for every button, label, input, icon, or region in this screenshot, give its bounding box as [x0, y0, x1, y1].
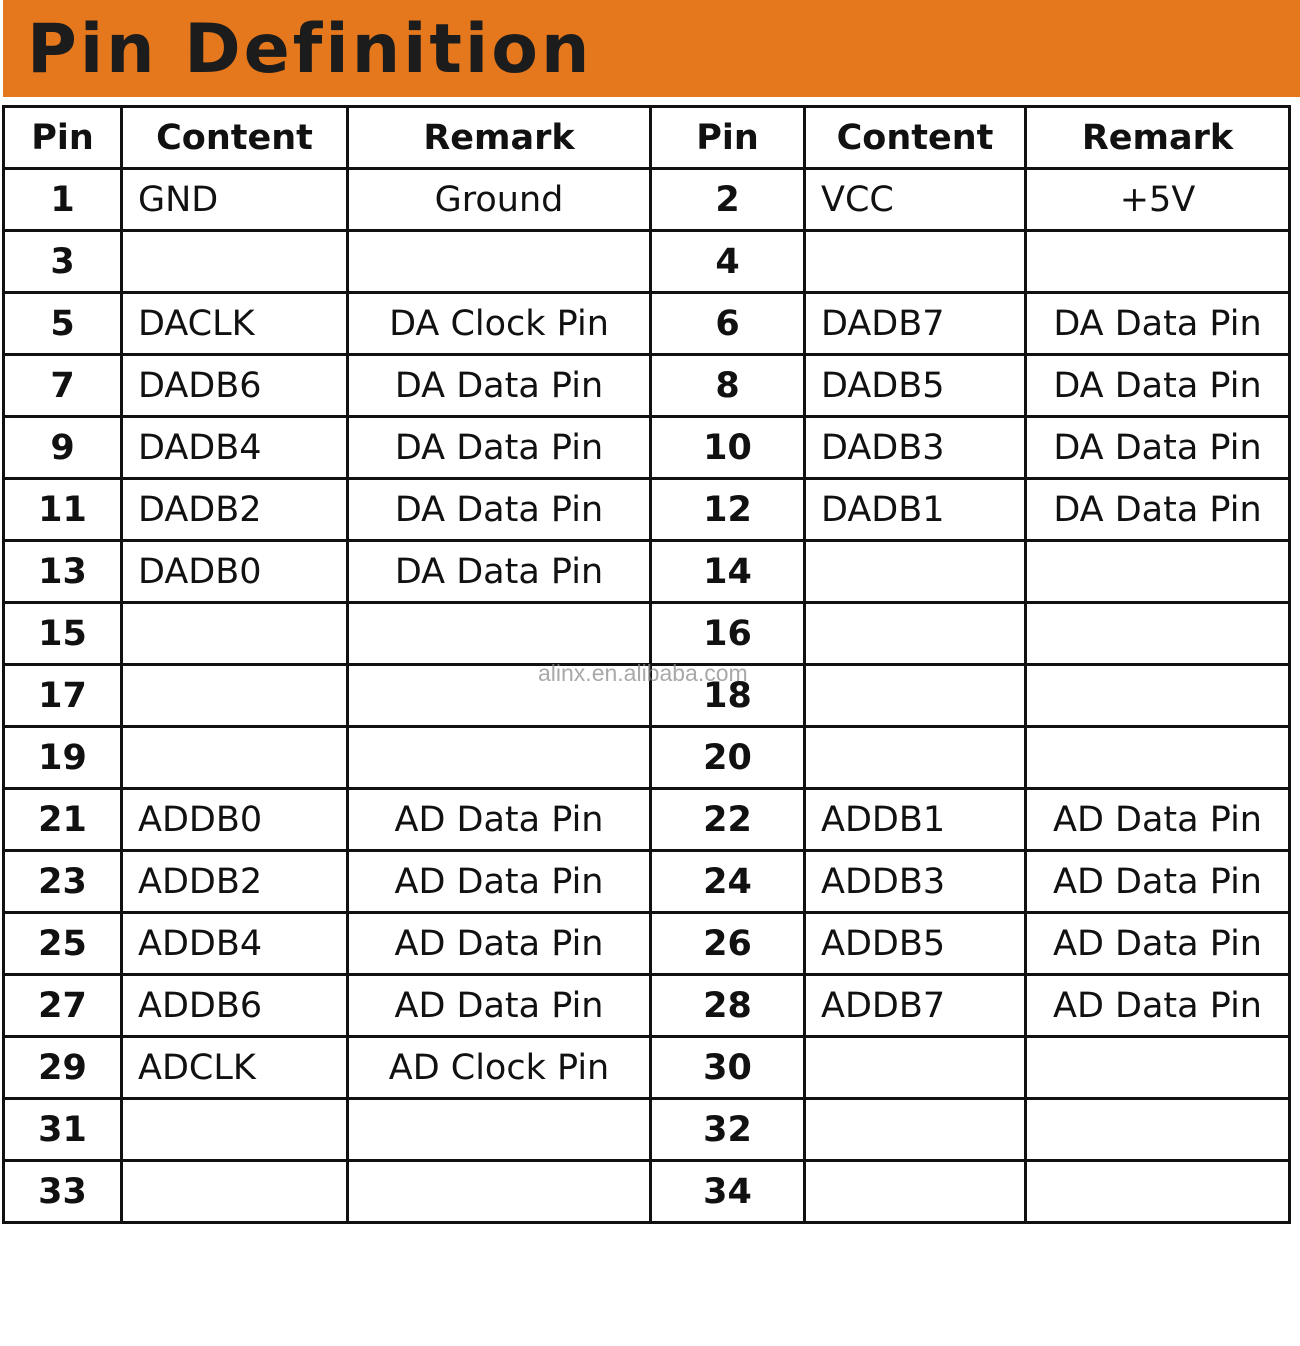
content-cell: ADDB7 — [805, 975, 1026, 1037]
content-cell: ADDB2 — [122, 851, 348, 913]
pin-cell: 26 — [651, 913, 805, 975]
remark-cell — [1026, 1161, 1290, 1223]
content-cell: ADDB0 — [122, 789, 348, 851]
table-row — [4, 851, 1290, 913]
pin-cell: 22 — [651, 789, 805, 851]
content-cell: DADB5 — [805, 355, 1026, 417]
content-cell — [805, 541, 1026, 603]
pin-cell: 9 — [4, 417, 122, 479]
content-cell: ADDB5 — [805, 913, 1026, 975]
table-row — [4, 727, 1290, 789]
remark-cell: DA Data Pin — [1026, 479, 1290, 541]
content-cell: ADDB6 — [122, 975, 348, 1037]
pin-cell: 14 — [651, 541, 805, 603]
table-row — [4, 975, 1290, 1037]
pin-cell: 15 — [4, 603, 122, 665]
content-cell: DADB2 — [122, 479, 348, 541]
remark-cell — [348, 665, 651, 727]
header-row — [4, 107, 1290, 169]
remark-cell — [1026, 603, 1290, 665]
pin-cell: 4 — [651, 231, 805, 293]
remark-cell: Ground — [348, 169, 651, 231]
remark-cell: AD Data Pin — [348, 913, 651, 975]
remark-cell: AD Data Pin — [348, 789, 651, 851]
content-cell: ADDB4 — [122, 913, 348, 975]
content-cell — [122, 1161, 348, 1223]
pin-cell: 13 — [4, 541, 122, 603]
content-cell — [805, 603, 1026, 665]
content-cell: DACLK — [122, 293, 348, 355]
pin-cell: 21 — [4, 789, 122, 851]
remark-cell — [1026, 1099, 1290, 1161]
pin-cell: 31 — [4, 1099, 122, 1161]
pin-cell: 33 — [4, 1161, 122, 1223]
pin-cell: 29 — [4, 1037, 122, 1099]
pin-cell: 16 — [651, 603, 805, 665]
pin-cell: 32 — [651, 1099, 805, 1161]
content-cell: DADB1 — [805, 479, 1026, 541]
remark-cell: DA Data Pin — [348, 541, 651, 603]
content-cell — [122, 665, 348, 727]
table-row — [4, 1161, 1290, 1223]
remark-cell: AD Data Pin — [1026, 851, 1290, 913]
content-cell: ADDB3 — [805, 851, 1026, 913]
table-row — [4, 169, 1290, 231]
watermark: alinx.en.alibaba.com — [538, 660, 748, 686]
remark-cell — [1026, 231, 1290, 293]
pin-cell: 24 — [651, 851, 805, 913]
table-row — [4, 293, 1290, 355]
remark-cell — [348, 1161, 651, 1223]
pin-cell: 6 — [651, 293, 805, 355]
table-row — [4, 1099, 1290, 1161]
pin-cell: 7 — [4, 355, 122, 417]
content-cell: DADB3 — [805, 417, 1026, 479]
remark-cell — [348, 727, 651, 789]
remark-cell: +5V — [1026, 169, 1290, 231]
table-row — [4, 417, 1290, 479]
header-remark: Remark — [348, 107, 651, 169]
pin-cell: 19 — [4, 727, 122, 789]
content-cell — [805, 727, 1026, 789]
pin-cell: 20 — [651, 727, 805, 789]
title-banner — [3, 0, 1300, 97]
content-cell — [122, 727, 348, 789]
remark-cell: DA Data Pin — [1026, 293, 1290, 355]
page-title: Pin Definition — [27, 10, 593, 89]
content-cell: DADB7 — [805, 293, 1026, 355]
remark-cell: DA Data Pin — [348, 479, 651, 541]
remark-cell: AD Data Pin — [1026, 913, 1290, 975]
content-cell — [805, 1099, 1026, 1161]
table-row — [4, 665, 1290, 727]
remark-cell — [1026, 541, 1290, 603]
header-content: Content — [805, 107, 1026, 169]
remark-cell: AD Data Pin — [348, 975, 651, 1037]
remark-cell — [348, 603, 651, 665]
pin-cell: 12 — [651, 479, 805, 541]
table-row — [4, 789, 1290, 851]
table-row — [4, 603, 1290, 665]
table-row — [4, 541, 1290, 603]
remark-cell — [1026, 727, 1290, 789]
remark-cell — [1026, 665, 1290, 727]
content-cell: ADCLK — [122, 1037, 348, 1099]
content-cell — [805, 665, 1026, 727]
pin-cell: 27 — [4, 975, 122, 1037]
table-row — [4, 231, 1290, 293]
remark-cell: AD Data Pin — [348, 851, 651, 913]
table-row — [4, 1037, 1290, 1099]
remark-cell: DA Data Pin — [1026, 355, 1290, 417]
content-cell — [122, 231, 348, 293]
content-cell: VCC — [805, 169, 1026, 231]
pin-cell: 11 — [4, 479, 122, 541]
content-cell: DADB4 — [122, 417, 348, 479]
remark-cell — [348, 231, 651, 293]
remark-cell — [348, 1099, 651, 1161]
remark-cell: DA Data Pin — [348, 417, 651, 479]
pin-definition-table — [2, 105, 1291, 1224]
header-content: Content — [122, 107, 348, 169]
table-row — [4, 355, 1290, 417]
content-cell — [805, 1037, 1026, 1099]
table-row — [4, 479, 1290, 541]
header-remark: Remark — [1026, 107, 1290, 169]
pin-cell: 3 — [4, 231, 122, 293]
pin-cell: 17 — [4, 665, 122, 727]
content-cell — [122, 1099, 348, 1161]
pin-cell: 23 — [4, 851, 122, 913]
content-cell — [122, 603, 348, 665]
pin-cell: 2 — [651, 169, 805, 231]
header-pin: Pin — [4, 107, 122, 169]
remark-cell: AD Clock Pin — [348, 1037, 651, 1099]
pin-cell: 5 — [4, 293, 122, 355]
remark-cell: AD Data Pin — [1026, 975, 1290, 1037]
remark-cell: DA Clock Pin — [348, 293, 651, 355]
content-cell: DADB6 — [122, 355, 348, 417]
pin-cell: 28 — [651, 975, 805, 1037]
pin-cell: 34 — [651, 1161, 805, 1223]
pin-cell: 1 — [4, 169, 122, 231]
header-pin: Pin — [651, 107, 805, 169]
pin-cell: 25 — [4, 913, 122, 975]
remark-cell: AD Data Pin — [1026, 789, 1290, 851]
pin-cell: 10 — [651, 417, 805, 479]
pin-cell: 18 — [651, 665, 805, 727]
remark-cell — [1026, 1037, 1290, 1099]
pin-cell: 8 — [651, 355, 805, 417]
remark-cell: DA Data Pin — [1026, 417, 1290, 479]
content-cell — [805, 231, 1026, 293]
content-cell: GND — [122, 169, 348, 231]
table-row — [4, 913, 1290, 975]
content-cell — [805, 1161, 1026, 1223]
content-cell: DADB0 — [122, 541, 348, 603]
content-cell: ADDB1 — [805, 789, 1026, 851]
remark-cell: DA Data Pin — [348, 355, 651, 417]
pin-cell: 30 — [651, 1037, 805, 1099]
